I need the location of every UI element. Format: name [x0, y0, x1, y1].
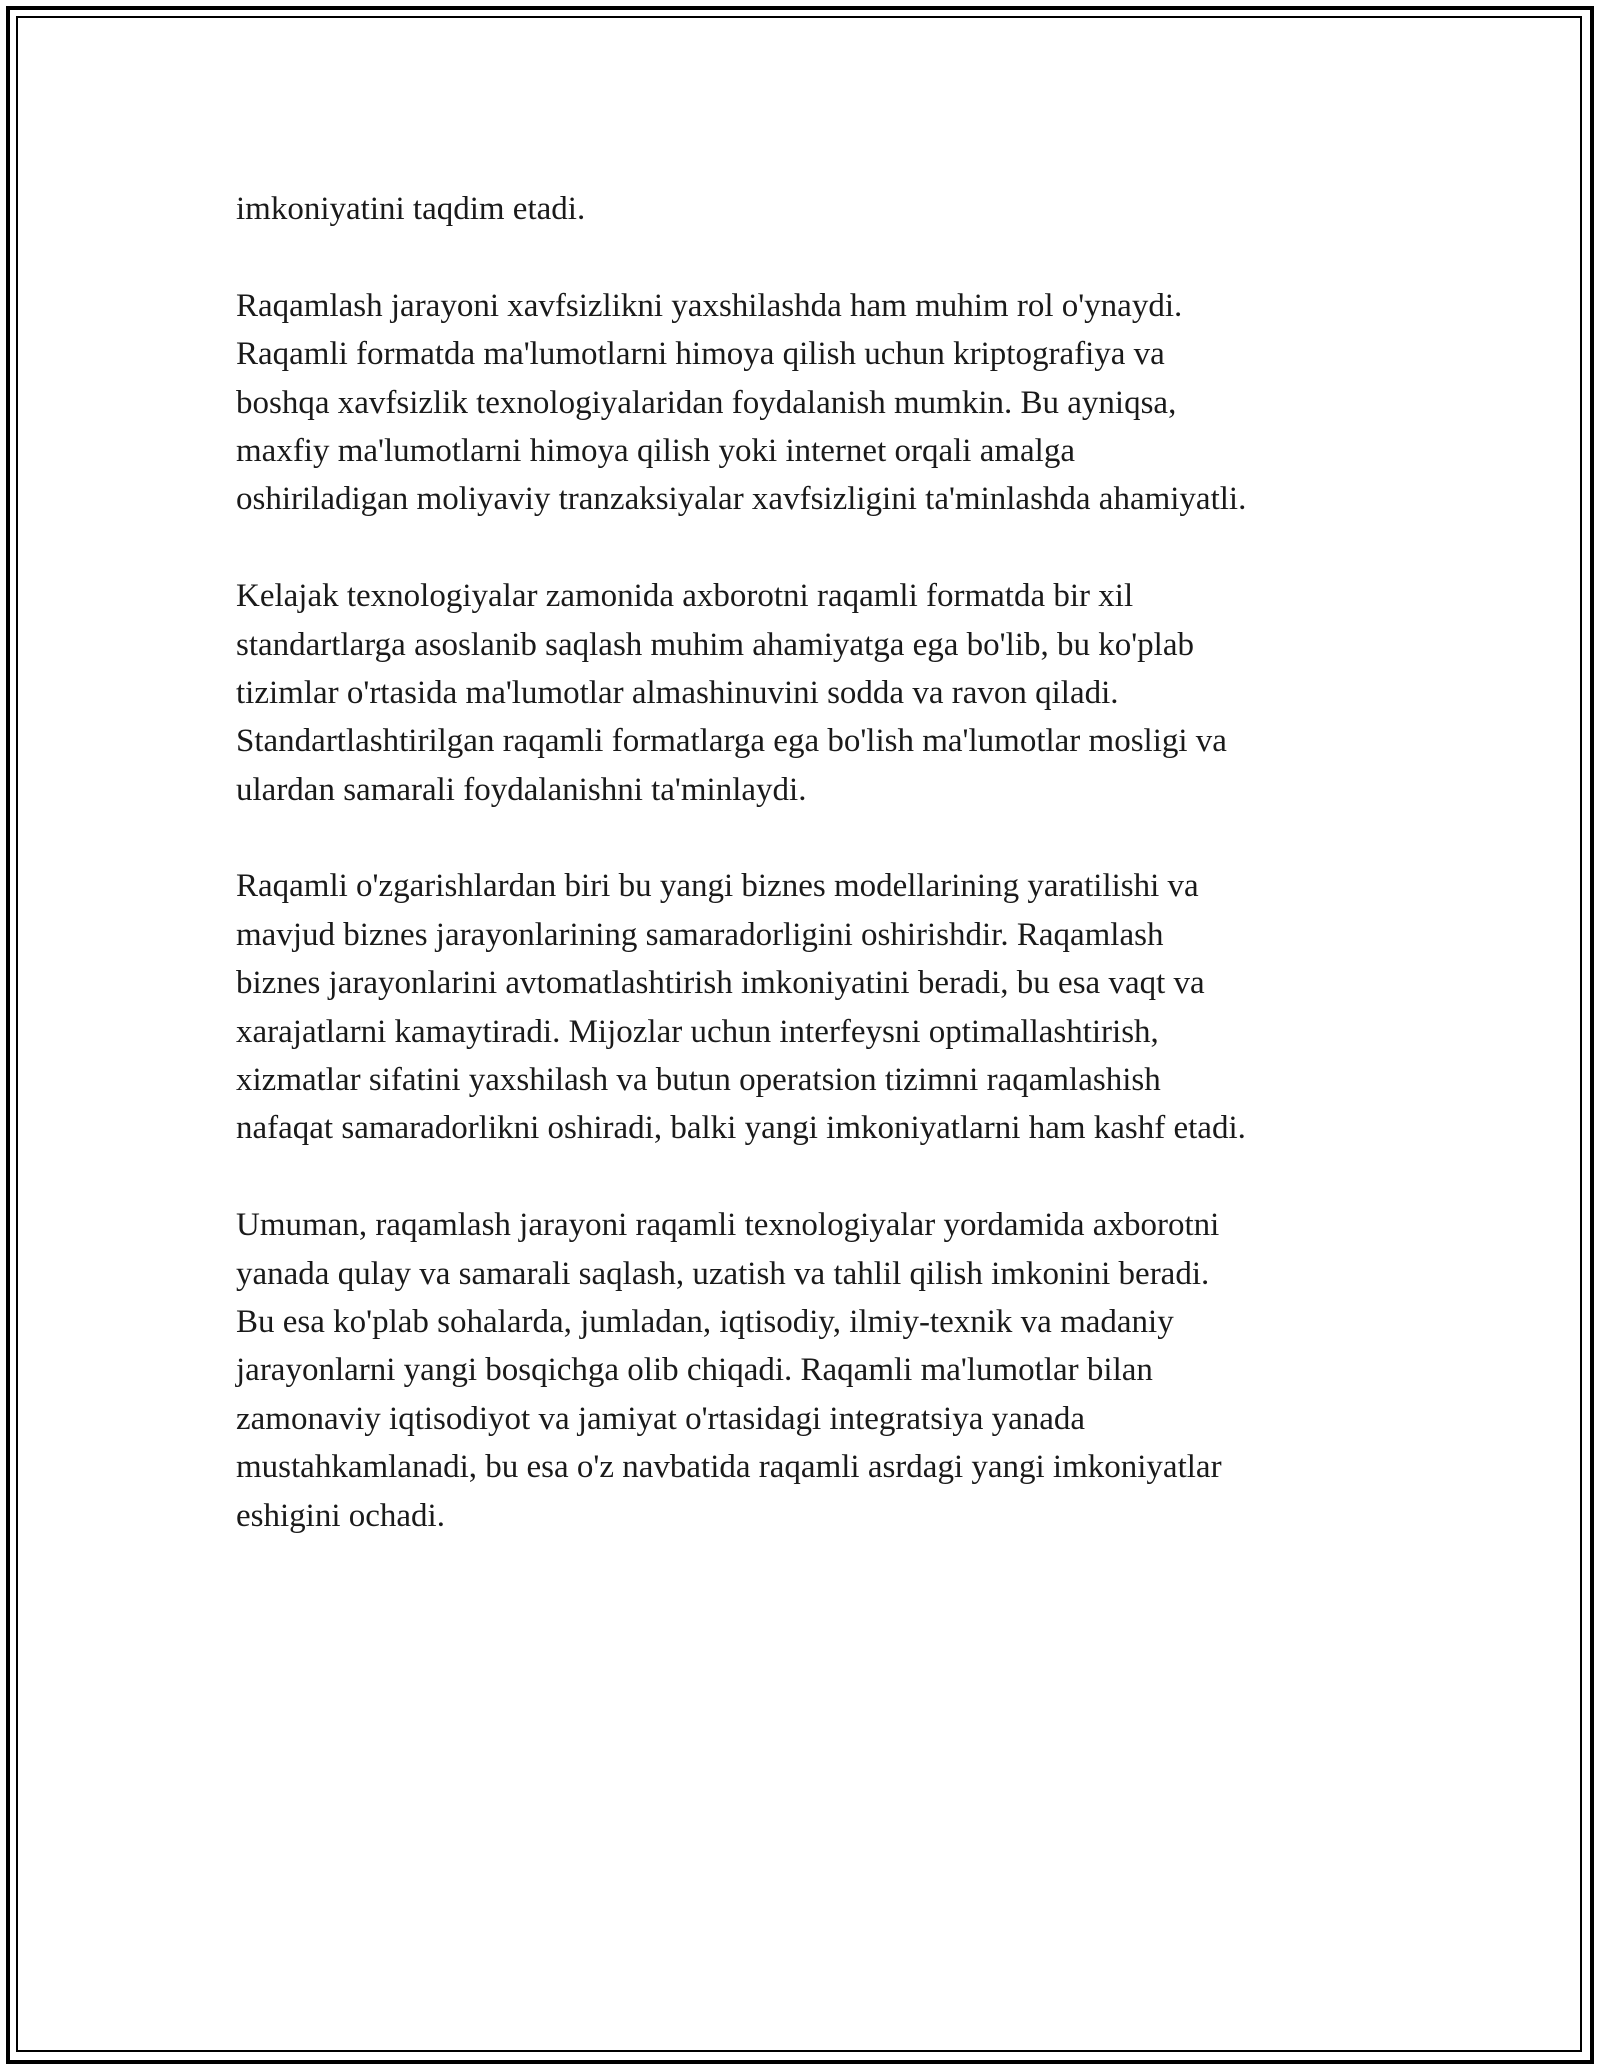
text-line: mavjud biznes jarayonlarining samaradorligini oshirishdir. Raqamlash: [236, 916, 1164, 953]
text-line: mustahkamlanadi, bu esa o'z navbatida raqamli asrdagi yangi imkoniyatlar: [236, 1449, 1222, 1486]
paragraph-1: [236, 185, 1386, 233]
paragraph-4: [236, 862, 1386, 1152]
document-body: [236, 185, 1386, 1540]
text-line: boshqa xavfsizlik texnologiyalaridan foydalanish mumkin. Bu ayniqsa,: [236, 384, 1177, 421]
text-line: Raqamli o'zgarishlardan biri bu yangi biznes modellarining yaratilishi va: [236, 868, 1199, 905]
text-line: xizmatlar sifatini yaxshilash va butun operatsion tizimni raqamlashish: [236, 1062, 1161, 1099]
paragraph-5: [236, 1201, 1386, 1540]
text-line: jarayonlarni yangi bosqichga olib chiqadi. Raqamli ma'lumotlar bilan: [236, 1352, 1153, 1389]
text-line: yanada qulay va samarali saqlash, uzatish va tahlil qilish imkonini beradi.: [236, 1255, 1210, 1292]
text-line: eshigini ochadi.: [236, 1497, 445, 1534]
text-line: standartlarga asoslanib saqlash muhim ahamiyatga ega bo'lib, bu ko'plab: [236, 626, 1194, 663]
text-line: Bu esa ko'plab sohalarda, jumladan, iqtisodiy, ilmiy-texnik va madaniy: [236, 1303, 1174, 1340]
text-line: Raqamlash jarayoni xavfsizlikni yaxshilashda ham muhim rol o'ynaydi.: [236, 287, 1183, 324]
text-line: xarajatlarni kamaytiradi. Mijozlar uchun interfeysni optimallashtirish,: [236, 1013, 1159, 1050]
text-line: tizimlar o'rtasida ma'lumotlar almashinuvini sodda va ravon qiladi.: [236, 674, 1119, 711]
text-line: oshiriladigan moliyaviy tranzaksiyalar xavfsizligini ta'minlashda ahamiyatli.: [236, 481, 1247, 518]
paragraph-2: [236, 282, 1386, 524]
text-line: maxfiy ma'lumotlarni himoya qilish yoki internet orqali amalga: [236, 432, 1076, 469]
text-line: Standartlashtirilgan raqamli formatlarga ega bo'lish ma'lumotlar mosligi va: [236, 723, 1227, 760]
text-line: nafaqat samaradorlikni oshiradi, balki yangi imkoniyatlarni ham kashf etadi.: [236, 1110, 1246, 1147]
text-line: Raqamli formatda ma'lumotlarni himoya qilish uchun kriptografiya va: [236, 336, 1165, 373]
text-line: biznes jarayonlarini avtomatlashtirish imkoniyatini beradi, bu esa vaqt va: [236, 965, 1205, 1002]
text-line: Kelajak texnologiyalar zamonida axborotni raqamli formatda bir xil: [236, 578, 1134, 615]
text-line: Umuman, raqamlash jarayoni raqamli texnologiyalar yordamida axborotni: [236, 1207, 1220, 1244]
text-line: zamonaviy iqtisodiyot va jamiyat o'rtasidagi integratsiya yanada: [236, 1400, 1086, 1437]
text-line: imkoniyatini taqdim etadi.: [236, 191, 586, 227]
paragraph-3: [236, 572, 1386, 814]
text-line: ulardan samarali foydalanishni ta'minlaydi.: [236, 771, 807, 808]
